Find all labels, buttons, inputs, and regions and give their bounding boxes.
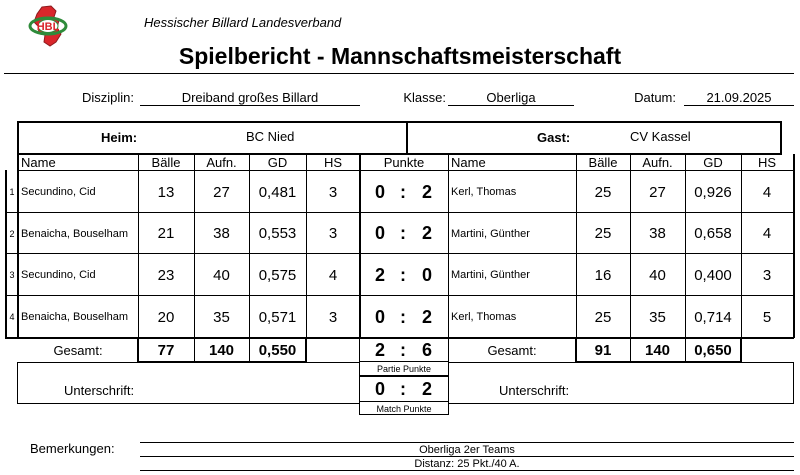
home-points: 0 [374,306,385,327]
col-home-hs: HS [323,155,343,170]
guest-totals-box [575,337,742,363]
home-aufn: 27 [213,183,230,201]
title-underline [4,73,794,74]
match-home-points: 0 [374,379,385,399]
partie-home-points: 2 [374,339,385,360]
col-punkte: Punkte [383,155,425,170]
home-team-box [17,121,408,155]
points-separator: : [400,223,406,243]
guest-aufn: 27 [649,183,666,201]
guest-gd: 0,400 [694,266,732,284]
guest-hs: 4 [762,225,772,242]
home-signature-label: Unterschrift: [64,383,135,398]
guest-player-name: Martini, Günther [451,227,530,240]
guest-aufn: 38 [649,225,666,242]
col-home-aufn: Aufn. [206,155,237,170]
points-separator: : [400,264,406,285]
home-hs: 3 [328,308,338,326]
home-total-aufn: 140 [208,341,235,359]
guest-gd: 0,658 [694,225,732,242]
home-total-gd: 0,550 [258,341,297,359]
home-points: 0 [374,181,385,202]
hbl-logo [26,4,70,48]
guest-points: 2 [421,181,432,202]
home-gd: 0,571 [258,308,297,326]
svg-text:HBL: HBL [36,21,60,33]
col-guest-aufn: Aufn. [642,155,673,170]
guest-total-baelle: 91 [594,341,612,359]
home-label: Heim: [101,130,138,145]
col-guest-gd: GD [703,155,723,170]
home-total-label: Gesamt: [53,342,103,358]
home-baelle: 21 [157,225,175,242]
match-guest-points: 2 [421,379,432,399]
guest-points: 2 [421,306,432,327]
guest-hs: 3 [762,266,772,284]
col-home-baelle: Bälle [151,155,181,170]
col-home-gd: GD [267,155,288,170]
page-title: Spielbericht - Mannschaftsmeisterschaft [178,43,622,69]
remarks-line-2: Distanz: 25 Pkt./40 A. [414,457,520,470]
home-player-name: Benaicha, Bouselham [21,311,129,323]
row-number: 4 [9,312,15,322]
datum-value: 21.09.2025 [706,90,772,105]
home-player-name: Secundino, Cid [21,186,96,198]
guest-baelle: 16 [594,266,612,284]
home-points: 0 [374,223,385,243]
home-gd: 0,575 [258,266,297,284]
home-gd: 0,553 [258,225,297,242]
guest-gd: 0,714 [694,308,732,326]
datum-underline [684,105,794,106]
home-totals-box [137,337,307,363]
home-baelle: 23 [157,266,175,284]
guest-player-name: Martini, Günther [451,269,530,281]
match-separator: : [400,379,406,399]
home-total-baelle: 77 [157,341,175,359]
home-aufn: 35 [213,308,230,326]
guest-gd: 0,926 [694,183,732,201]
row-number: 2 [9,228,15,239]
partie-points-label: Partie Punkte [376,364,432,374]
guest-total-gd: 0,650 [694,341,732,359]
row-number: 3 [9,270,15,280]
klasse-underline [448,105,574,106]
guest-signature-label: Unterschrift: [499,383,570,398]
home-team-name: BC Nied [246,129,295,144]
guest-team-box [406,121,782,155]
remarks-label: Bemerkungen: [30,441,115,456]
klasse-value: Oberliga [486,90,536,105]
col-guest-hs: HS [757,155,777,170]
guest-aufn: 35 [649,308,666,326]
disziplin-underline [140,105,360,106]
guest-baelle: 25 [594,308,612,326]
home-player-name: Secundino, Cid [21,269,96,281]
home-hs: 4 [328,266,338,284]
guest-total-label: Gesamt: [487,342,537,358]
points-separator: : [400,306,406,327]
guest-player-name: Kerl, Thomas [451,311,517,323]
guest-label: Gast: [537,130,571,145]
guest-points: 0 [421,264,432,285]
remarks-line-1: Oberliga 2er Teams [419,443,515,456]
home-hs: 3 [328,225,338,242]
guest-hs: 5 [762,308,772,326]
association-name: Hessischer Billard Landesverband [144,15,342,30]
datum-label: Datum: [634,90,676,105]
guest-baelle: 25 [594,183,612,201]
home-points: 2 [374,264,385,285]
partie-separator: : [400,339,406,360]
home-hs: 3 [328,183,338,201]
row-number: 1 [9,187,15,197]
guest-points: 2 [421,223,432,243]
guest-team-name: CV Kassel [630,129,691,144]
guest-hs: 4 [762,183,772,201]
points-separator: : [400,181,406,202]
home-aufn: 38 [213,225,230,242]
home-aufn: 40 [213,266,230,284]
col-guest-name: Name [451,155,486,170]
guest-aufn: 40 [649,266,666,284]
disziplin-label: Disziplin: [81,90,134,105]
disziplin-value: Dreiband großes Billard [181,90,319,105]
col-home-name: Name [21,155,56,170]
guest-total-aufn: 140 [644,341,671,359]
match-points-label: Match Punkte [376,403,432,414]
guest-baelle: 25 [594,225,612,242]
home-baelle: 20 [157,308,175,326]
klasse-label: Klasse: [403,90,446,105]
partie-guest-points: 6 [421,339,432,360]
home-gd: 0,481 [258,183,297,201]
home-baelle: 13 [157,183,175,201]
home-player-name: Benaicha, Bouselham [21,227,129,240]
col-guest-baelle: Bälle [588,155,618,170]
guest-player-name: Kerl, Thomas [451,186,517,198]
